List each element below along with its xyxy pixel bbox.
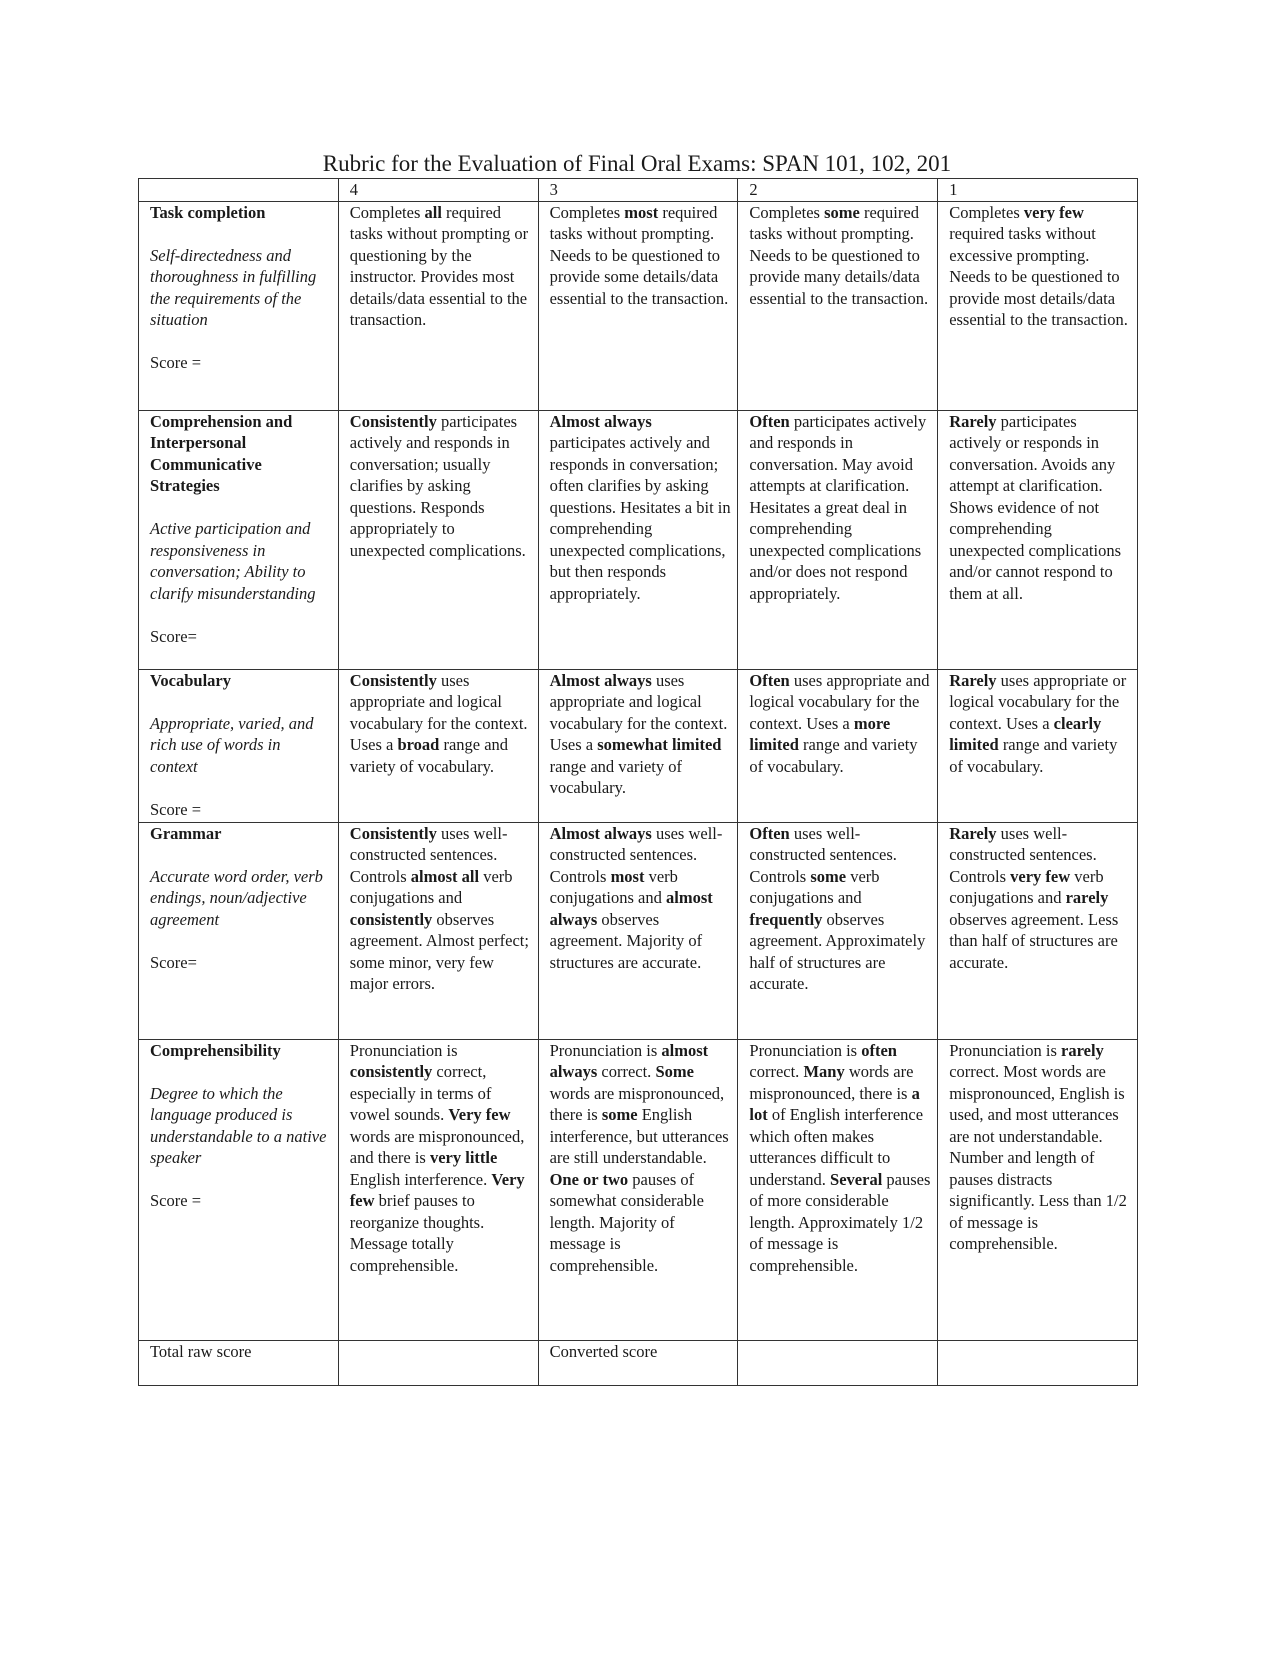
level-3-descriptor [538,822,738,1039]
descriptor-text: Completes [749,202,825,222]
descriptor-text: uses well-constructed sentences. Controls [949,823,1097,886]
rubric-table [138,178,1138,1386]
emphasis-text: somewhat limited [597,735,722,754]
level-4-descriptor [338,822,538,1039]
emphasis-text: Often [749,670,790,690]
descriptor-text: uses well-constructed sentences. Controls [349,823,508,886]
emphasis-text: almost always [549,888,713,929]
criterion-name: Vocabulary [150,670,231,690]
level-2-descriptor [738,1039,938,1340]
emphasis-text: most [624,202,659,222]
header-blank-cell [139,179,339,202]
emphasis-text: Rarely [949,670,997,690]
emphasis-text: broad [397,735,440,754]
level-1-descriptor [938,822,1138,1039]
emphasis-text: Some [655,1062,694,1081]
emphasis-text: rarely [1065,888,1109,907]
emphasis-text: Many [803,1062,845,1081]
emphasis-text: a lot [749,1083,920,1124]
descriptor-text: words are mispronounced, and there is [349,1126,525,1167]
criterion-row-comprehensibility [139,1039,1138,1340]
descriptor-text: Pronunciation is [749,1040,862,1060]
converted-score-label: Converted score [538,1340,738,1385]
criterion-name: Comprehension and Interpersonal Communicative Strategies [150,411,293,495]
level-4-descriptor [338,201,538,410]
descriptor-text: uses appropriate and logical vocabulary for the context. Uses a [549,670,728,754]
criterion-description: Accurate word order, verb endings, noun/adjective agreement [150,866,323,929]
emphasis-text: more limited [749,713,891,754]
criterion-description: Self-directedness and thoroughness in fulfilling the requirements of the situation [150,245,317,329]
descriptor-text: participates actively and responds in conversation. May avoid attempts at clarification. Hesitates a great deal in comprehending unexpected complications and/or does not respond appropriately. [749,411,927,603]
criterion-cell [139,1039,339,1340]
converted-score-value [738,1340,938,1385]
level-1-descriptor [938,669,1138,822]
emphasis-text: One or two [549,1169,629,1189]
criterion-cell [139,669,339,822]
level-1-descriptor [938,201,1138,410]
descriptor-text: uses appropriate and logical vocabulary for the context. Uses a [349,670,528,754]
descriptor-text: observes agreement. Approximately half of structures are accurate. [749,909,926,993]
emphasis-text: rarely [1061,1040,1104,1060]
score-label: Score = [150,353,201,372]
emphasis-text: Consistently [349,670,437,690]
descriptor-text: verb conjugations and [549,866,678,907]
descriptor-text: verb conjugations and [749,866,880,907]
descriptor-text: English interference. [349,1169,492,1189]
emphasis-text: Often [749,411,790,431]
descriptor-text: brief pauses to reorganize thoughts. Message totally comprehensible. [349,1191,485,1275]
level-3-descriptor [538,201,738,410]
level-header-3: 3 [538,179,738,202]
level-2-descriptor [738,410,938,669]
descriptor-text: range and variety of vocabulary. [749,735,918,776]
level-2-descriptor [738,822,938,1039]
level-header-2: 2 [738,179,938,202]
emphasis-text: Often [749,823,790,843]
descriptor-text: pauses of somewhat considerable length. Majority of message is comprehensible. [549,1169,704,1275]
criterion-row-task-completion [139,201,1138,410]
total-raw-score-value [338,1340,538,1385]
level-1-descriptor [938,1039,1138,1340]
emphasis-text: Almost always [549,670,652,690]
emphasis-text: most [610,866,645,886]
score-totals-row [139,1340,1138,1385]
empty-cell [938,1340,1138,1385]
criterion-description: Appropriate, varied, and rich use of words in context [150,713,314,776]
descriptor-text: pauses of more considerable length. Approximately 1/2 of message is comprehensible. [749,1169,931,1275]
total-raw-score-label: Total raw score [139,1340,339,1385]
emphasis-text: all [424,202,442,222]
level-1-descriptor [938,410,1138,669]
descriptor-text: words are mispronounced, there is [549,1083,725,1124]
emphasis-text: very few [1010,866,1071,886]
emphasis-text: Very few [448,1105,511,1124]
descriptor-text: Pronunciation is [549,1040,662,1060]
emphasis-text: Rarely [949,411,997,431]
level-4-descriptor [338,410,538,669]
emphasis-text: some [601,1105,638,1124]
emphasis-text: Almost always [549,823,652,843]
descriptor-text: correct. [597,1062,656,1081]
descriptor-text: English interference, but utterances are still understandable. [549,1105,729,1167]
emphasis-text: Several [830,1169,883,1189]
emphasis-text: very few [1023,202,1084,222]
descriptor-text: participates actively and responds in conversation; often clarifies by asking questions. Hesitates a bit in comprehending unexpected complications, but then responds appropriately. [549,433,731,603]
criterion-row-vocabulary [139,669,1138,822]
emphasis-text: consistently [349,909,433,929]
descriptor-text: of English interference which often makes utterances difficult to understand. [749,1105,924,1189]
level-3-descriptor [538,410,738,669]
descriptor-text: uses well-constructed sentences. Controls [749,823,897,886]
criterion-row-comprehension [139,410,1138,669]
emphasis-text: some [810,866,847,886]
descriptor-text: correct. [749,1062,804,1081]
descriptor-text: required tasks without prompting. Needs to be questioned to provide many details/data essential to the transaction. [749,202,929,308]
descriptor-text: words are mispronounced, there is [749,1062,914,1103]
descriptor-text: Pronunciation is [349,1040,458,1060]
score-label: Score = [150,799,201,819]
emphasis-text: Very few [349,1169,525,1210]
descriptor-text: uses appropriate and logical vocabulary for the context. Uses a [749,670,930,733]
descriptor-text: Completes [949,202,1024,222]
descriptor-text: observes agreement. Almost perfect; some minor, very few major errors. [349,909,529,993]
level-3-descriptor [538,669,738,822]
level-header-1: 1 [938,179,1138,202]
emphasis-text: often [861,1040,897,1060]
score-label: Score = [150,1191,201,1210]
level-4-descriptor [338,1039,538,1340]
score-label: Score= [150,626,197,646]
descriptor-text: correct. Most words are mispronounced, English is used, and most utterances are not understandable. Number and length of pauses distracts significantly. Less than 1/2 of message is comprehensible. [949,1062,1127,1253]
descriptor-text: observes agreement. Less than half of structures are accurate. [949,909,1119,972]
emphasis-text: almost all [410,866,480,886]
criterion-name: Comprehensibility [150,1040,281,1060]
descriptor-text: uses well-constructed sentences. Controls [549,823,723,886]
level-4-descriptor [338,669,538,822]
score-label: Score= [150,952,197,972]
level-2-descriptor [738,669,938,822]
criterion-description: Active participation and responsiveness in conversation; Ability to clarify misunderstanding [150,519,316,603]
emphasis-text: Consistently [349,411,437,431]
criterion-name: Task completion [150,202,266,222]
emphasis-text: some [824,202,860,222]
emphasis-text: Almost always [549,411,652,431]
descriptor-text: range and variety of vocabulary. [949,735,1118,776]
document-title: Rubric for the Evaluation of Final Oral Exams: SPAN 101, 102, 201 [322,151,952,176]
criterion-cell [139,410,339,669]
descriptor-text: range and variety of vocabulary. [549,756,682,797]
emphasis-text: Rarely [949,823,997,843]
emphasis-text: almost always [549,1040,709,1081]
descriptor-text: verb conjugations and [949,866,1104,907]
emphasis-text: Consistently [349,823,437,843]
emphasis-text: very little [429,1148,498,1167]
criterion-name: Grammar [150,823,222,843]
descriptor-text: verb conjugations and [349,866,513,907]
criterion-cell [139,201,339,410]
descriptor-text: Completes [549,202,625,222]
criterion-row-grammar [139,822,1138,1039]
descriptor-text: Completes [349,202,425,222]
descriptor-text: range and variety of vocabulary. [349,735,509,776]
emphasis-text: clearly limited [949,713,1102,754]
criterion-cell [139,822,339,1039]
descriptor-text: uses appropriate or logical vocabulary for the context. Uses a [949,670,1127,733]
descriptor-text: Pronunciation is [949,1040,1062,1060]
emphasis-text: consistently [349,1062,433,1081]
emphasis-text: frequently [749,909,823,929]
level-header-4: 4 [338,179,538,202]
descriptor-text: participates actively or responds in conversation. Avoids any attempt at clarification. Shows evidence of not comprehending unexpected complications and/or cannot respond to them at all. [949,411,1122,603]
level-3-descriptor [538,1039,738,1340]
criterion-description: Degree to which the language produced is understandable to a native speaker [150,1083,327,1167]
level-2-descriptor [738,201,938,410]
descriptor-text: required tasks without excessive prompting. Needs to be questioned to provide most details/data essential to the transaction. [949,224,1128,329]
descriptor-text: required tasks without prompting or questioning by the instructor. Provides most details/data essential to the transaction. [349,202,529,329]
header-row [139,179,1138,202]
descriptor-text: participates actively and responds in conversation; usually clarifies by asking questions. Responds appropriately to unexpected complications. [349,411,526,560]
descriptor-text: required tasks without prompting. Needs to be questioned to provide some details/data essential to the transaction. [549,202,729,308]
descriptor-text: observes agreement. Majority of structures are accurate. [549,909,703,972]
descriptor-text: correct, especially in terms of vowel sounds. [349,1062,492,1124]
